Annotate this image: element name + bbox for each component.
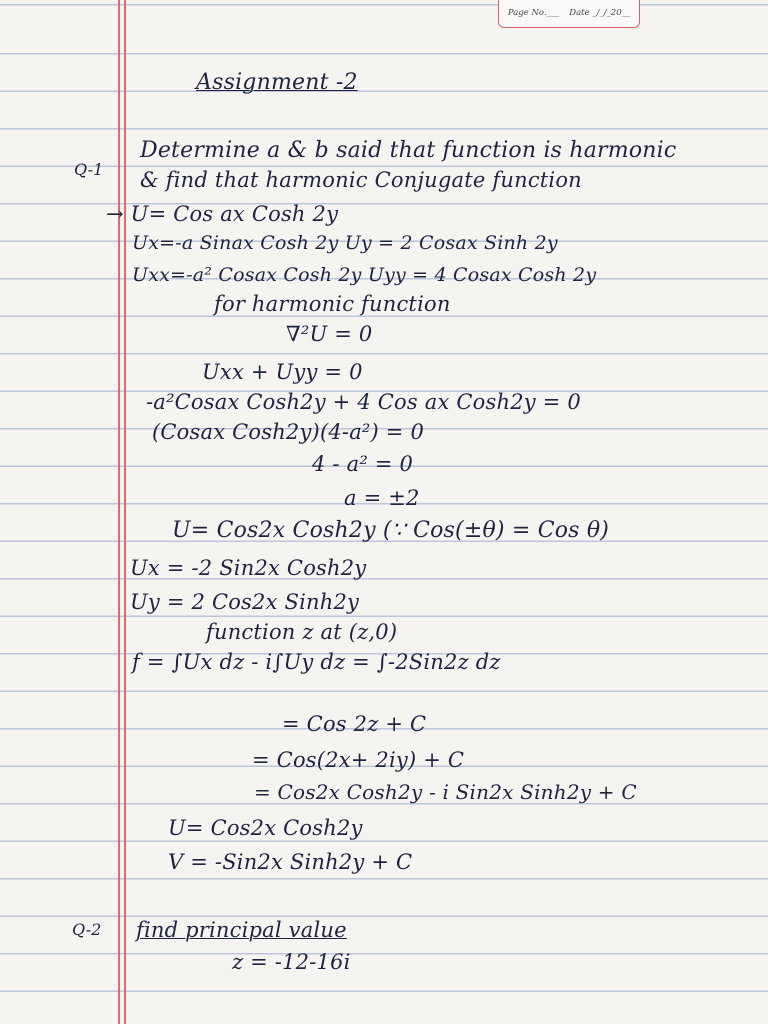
- q1-line: Ux = -2 Sin2x Cosh2y: [130, 556, 367, 580]
- q1-line: f = ∫Ux dz - i∫Uy dz = ∫-2Sin2z dz: [132, 650, 501, 674]
- margin-line-left: [118, 0, 120, 1024]
- q1-line: for harmonic function: [214, 292, 451, 316]
- assignment-title: Assignment -2: [196, 70, 358, 95]
- q1-line: U= Cos2x Cosh2y: [168, 816, 363, 840]
- q1-line: ∇²U = 0: [286, 322, 373, 346]
- q1-line: a = ±2: [344, 486, 420, 510]
- q1-line: (Cosax Cosh2y)(4-a²) = 0: [152, 420, 425, 444]
- margin-line-right: [124, 0, 126, 1024]
- q1-line: Uxx=-a² Cosax Cosh 2y Uyy = 4 Cosax Cosh 2y: [132, 264, 597, 286]
- q1-line: Uxx + Uyy = 0: [202, 360, 363, 384]
- q1-line: → U= Cos ax Cosh 2y: [106, 202, 339, 226]
- q2-line: z = -12-16i: [232, 950, 351, 974]
- q1-line: Ux=-a Sinax Cosh 2y Uy = 2 Cosax Sinh 2y: [132, 232, 558, 254]
- question-2-label: Q-2: [72, 920, 102, 939]
- q1-line: function z at (z,0): [206, 620, 398, 644]
- q2-line: find principal value: [136, 918, 347, 942]
- question-1-label: Q-1: [74, 160, 104, 179]
- q1-line: U= Cos2x Cosh2y (∵ Cos(±θ) = Cos θ): [172, 518, 610, 543]
- q1-line: & find that harmonic Conjugate function: [140, 168, 582, 192]
- q1-line: 4 - a² = 0: [312, 452, 414, 476]
- page-no-field: Page No.___: [507, 8, 560, 18]
- q1-line: = Cos(2x+ 2iy) + C: [252, 748, 465, 772]
- q1-line: = Cos 2z + C: [282, 712, 427, 736]
- page-header-box: [498, 0, 640, 28]
- q1-line: Uy = 2 Cos2x Sinh2y: [130, 590, 360, 614]
- q1-line: -a²Cosax Cosh2y + 4 Cos ax Cosh2y = 0: [146, 390, 581, 414]
- q1-line: V = -Sin2x Sinh2y + C: [168, 850, 413, 874]
- q1-line: Determine a & b said that function is harmonic: [140, 138, 677, 163]
- q1-line: = Cos2x Cosh2y - i Sin2x Sinh2y + C: [254, 780, 637, 804]
- date-field: Date _/_/_20__: [569, 8, 631, 18]
